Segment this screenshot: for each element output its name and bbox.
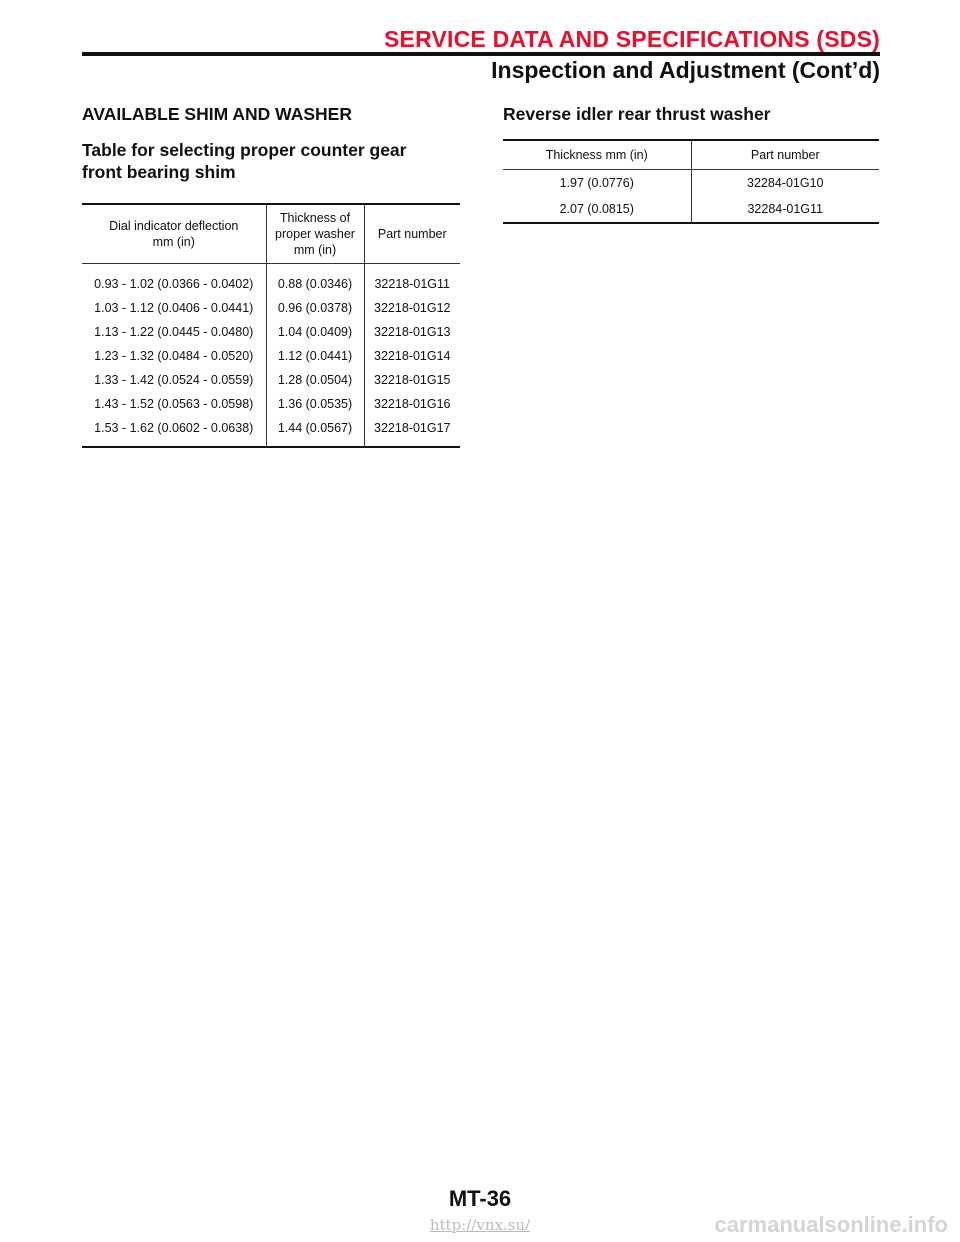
cell-part-number: 32218-01G17 bbox=[364, 416, 460, 447]
section-heading: AVAILABLE SHIM AND WASHER bbox=[82, 104, 352, 124]
table-row bbox=[82, 344, 460, 368]
cell-deflection: 1.23 - 1.32 (0.0484 - 0.0520) bbox=[94, 349, 254, 363]
section-header-title: SERVICE DATA AND SPECIFICATIONS (SDS) bbox=[384, 26, 880, 52]
right-column bbox=[503, 104, 879, 224]
cell-thickness: 1.12 (0.0441) bbox=[266, 344, 364, 368]
table-row bbox=[503, 170, 879, 197]
header-text: Dial indicator deflection bbox=[109, 219, 239, 233]
table-header-row bbox=[82, 204, 460, 264]
column-header-deflection bbox=[82, 204, 266, 264]
page-number: MT-36 bbox=[448, 1186, 512, 1211]
cell-deflection: 1.03 - 1.12 (0.0406 - 0.0441) bbox=[94, 301, 254, 315]
cell-part-number: 32218-01G15 bbox=[364, 368, 460, 392]
cell-thickness: 1.36 (0.0535) bbox=[266, 392, 364, 416]
cell-thickness: 0.88 (0.0346) bbox=[266, 264, 364, 297]
reverse-idler-washer-table bbox=[503, 139, 879, 224]
table-row bbox=[82, 368, 460, 392]
table-title-line1: Table for selecting proper counter gear bbox=[82, 140, 407, 160]
cell-thickness: 2.07 (0.0815) bbox=[559, 202, 634, 216]
table-row bbox=[82, 264, 460, 297]
cell-deflection: 1.13 - 1.22 (0.0445 - 0.0480) bbox=[94, 325, 254, 339]
header-text: Thickness of bbox=[279, 211, 351, 225]
column-header-part-number: Part number bbox=[364, 204, 460, 264]
footer-link[interactable]: http://vnx.su/ bbox=[429, 1216, 531, 1234]
cell-part-number: 32218-01G13 bbox=[364, 320, 460, 344]
cell-part-number: 32284-01G11 bbox=[691, 196, 879, 223]
column-header-part-number: Part number bbox=[691, 140, 879, 170]
cell-thickness: 1.44 (0.0567) bbox=[266, 416, 364, 447]
reverse-idler-heading: Reverse idler rear thrust washer bbox=[503, 104, 771, 124]
header-text: mm (in) bbox=[293, 243, 337, 257]
table-row bbox=[82, 320, 460, 344]
cell-part-number: 32218-01G11 bbox=[364, 264, 460, 297]
left-column bbox=[82, 104, 460, 448]
cell-part-number: 32218-01G14 bbox=[364, 344, 460, 368]
cell-thickness: 1.04 (0.0409) bbox=[266, 320, 364, 344]
table-row bbox=[503, 196, 879, 223]
table-row bbox=[82, 416, 460, 447]
counter-gear-shim-table bbox=[82, 203, 460, 448]
column-header-thickness: Thickness mm (in) bbox=[503, 140, 691, 170]
table-header-row bbox=[503, 140, 879, 170]
cell-part-number: 32284-01G10 bbox=[691, 170, 879, 197]
cell-thickness: 1.97 (0.0776) bbox=[559, 176, 634, 190]
cell-part-number: 32218-01G16 bbox=[364, 392, 460, 416]
table-title-line2: front bearing shim bbox=[82, 162, 236, 182]
cell-deflection: 1.43 - 1.52 (0.0563 - 0.0598) bbox=[94, 397, 254, 411]
cell-deflection: 0.93 - 1.02 (0.0366 - 0.0402) bbox=[94, 277, 254, 291]
section-header-subtitle: Inspection and Adjustment (Cont’d) bbox=[491, 57, 880, 83]
watermark: carmanualsonline.info bbox=[714, 1212, 948, 1237]
cell-part-number: 32218-01G12 bbox=[364, 296, 460, 320]
header-rule bbox=[82, 52, 880, 56]
header-text: mm (in) bbox=[152, 235, 195, 249]
table-row bbox=[82, 296, 460, 320]
cell-thickness: 1.28 (0.0504) bbox=[266, 368, 364, 392]
cell-deflection: 1.53 - 1.62 (0.0602 - 0.0638) bbox=[94, 421, 254, 435]
cell-thickness: 0.96 (0.0378) bbox=[266, 296, 364, 320]
table-title bbox=[82, 139, 460, 183]
cell-deflection: 1.33 - 1.42 (0.0524 - 0.0559) bbox=[94, 373, 254, 387]
table-row bbox=[82, 392, 460, 416]
header-text: proper washer bbox=[275, 227, 355, 241]
column-header-thickness bbox=[266, 204, 364, 264]
